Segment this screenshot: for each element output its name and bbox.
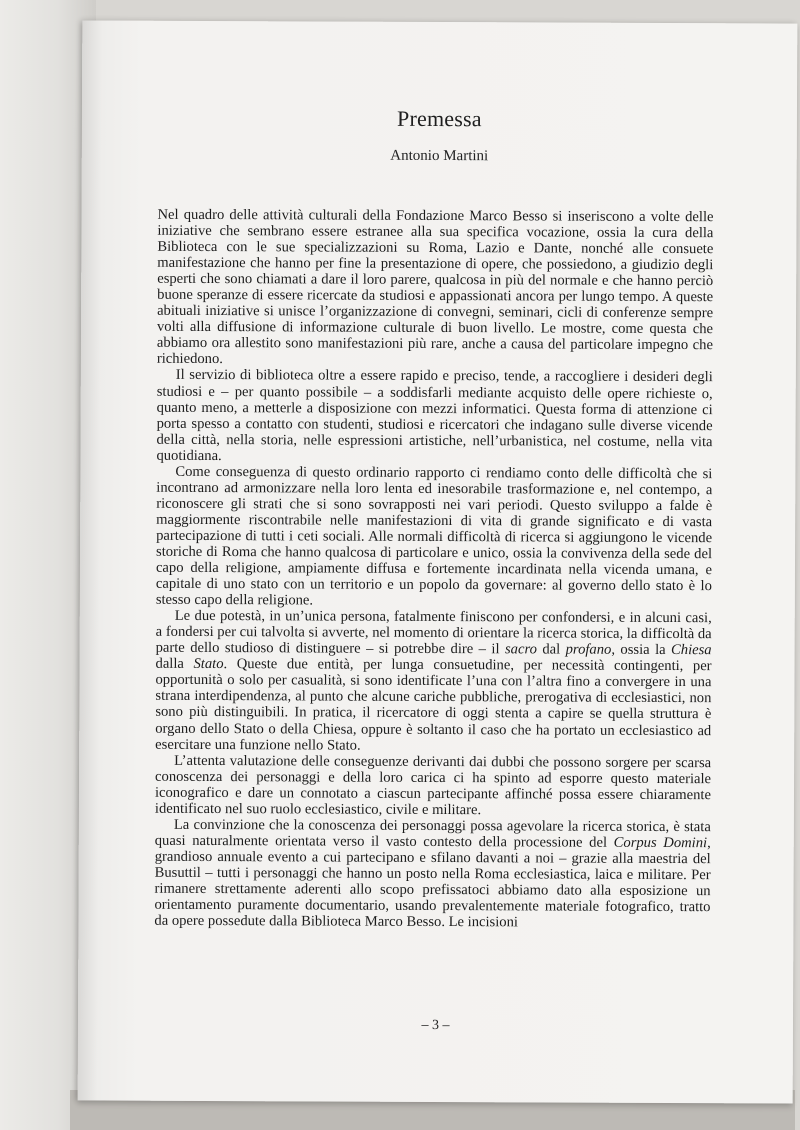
page-title: Premessa	[397, 105, 482, 132]
document-page	[78, 20, 798, 1103]
italic-text: Stato	[193, 656, 224, 673]
paragraph	[156, 464, 713, 611]
text-run: , ossia la	[611, 642, 672, 659]
paragraph	[155, 752, 711, 819]
text-run: L’attenta valutazione delle conseguenze derivanti dai dubbi che possono sorgere per scarsa conoscenza dei personaggi e della loro carica ci ha spinto ad esporre questo materiale iconografico e dare un connotato a ciascun partecipante affinché possa essere chiaramente identificato nel suo ruolo ecclesiastico, civile e militare.	[154, 752, 712, 818]
text-run: Come conseguenza di questo ordinario rapporto ci rendiamo conto delle difficoltà che si incontrano ad armonizzare nella loro lenta ed inesorabile trasformazione e, nel contempo, a riconoscere gli strati che si sono sovrapposti nei vari periodi. Questo sviluppo a falde è maggiormente riscontrabile nelle manifestazioni di vita di grande significato e di vasta partecipazione di tutti i ceti sociali. Alle normali difficoltà di ricerca si aggiungono le vicende storiche di Roma che hanno qualcosa di particolare e unico, ossia la convivenza della sede del capo della religione, ampiamente diffusa e fortemente incardinata nella vicenda umana, e capitale di uno stato con un territorio e un popolo da governare: al governo dello stato è lo stesso capo della religione.	[155, 463, 713, 609]
page-number: – 3 –	[421, 1017, 450, 1034]
paragraph	[155, 608, 712, 755]
paragraph	[154, 817, 710, 932]
text-run: Il servizio di biblioteca oltre a essere rapido e preciso, tende, a raccogliere i desideri degli studiosi e – per quanto possibile – a soddisfarli mediante acquisto delle opere richieste o, quanto meno, a metterle a disposizione con mezzi informatici. Questa forma di attenzione ci porta spesso a contatto con studenti, studiosi e ricercatori che indagano sulle diverse vicende della città, nella storia, nelle espressioni artistiche, nell’urbanistica, nel costume, nella vita quotidiana.	[156, 367, 713, 464]
text-run: dalla	[155, 656, 194, 673]
italic-text: sacro	[504, 641, 537, 658]
italic-text: profano	[565, 641, 612, 659]
text-run: , grandioso annuale evento a cui partecipano e sfilano davanti a noi – grazie alla maestria del Busuttil – tutti i personaggi che hanno un posto nella Roma ecclesiastica, laica e militare. Per rimanere strettamente aderenti allo scopo prefissatoci abbiamo dato alla esposizione un orientamento puramente documentario, usando prevalentemente materiale fotografico, tratto da opere possedute dalla Biblioteca Marco Besso. Le incisioni	[154, 835, 711, 931]
author-name: Antonio Martini	[390, 147, 489, 165]
text-run: Nel quadro delle attività culturali della Fondazione Marco Besso si inseriscono a volte delle iniziative che sembrano essere estranee alla sua specifica vocazione, ossia la cura della Biblioteca con le sue specializzazioni su Roma, Lazio e Dante, nonché alle consuete manifestazione che hanno per fine la presentazione di opere, che possiedono, a giudizio degli esperti che sono chiamati a dare il loro parere, qualcosa in più del normale e che hanno perciò buone speranze di essere ricercate da studiosi e appassionati ancora per lungo tempo. A queste abituali iniziative si unisce l’organizzazione di convegni, seminari, cicli di conferenze sempre volti alla diffusione di informazione culturale di buon livello. Le mostre, come questa che abbiamo ora allestito sono manifestazioni più rare, anche a causa del particolare impegno che richiedono.	[156, 206, 714, 368]
body-text	[154, 207, 713, 932]
italic-text: Corpus Domini	[613, 834, 708, 852]
text-run: La convinzione che la conoscenza dei personaggi possa agevolare la ricerca storica, è stata quasi naturalmente orientata verso il vasto contesto della processione del	[154, 816, 711, 851]
text-run: . Queste due entità, per lunga consuetudine, per necessità contingenti, per opportunità o solo per casualità, si sono identificate l’una con l’altra fino a convergere in una strana interdipendenza, al punto che alcune cariche pubbliche, prerogativa di ecclesiastici, non sono più distinguibili. In pratica, il ricercatore di oggi stenta a capire se quella struttura è organo dello Stato o della Chiesa, oppure è soltanto il caso che ha portato un ecclesiastico ad esercitare una funzione nello Stato.	[155, 656, 712, 754]
paragraph	[157, 207, 714, 370]
italic-text: Chiesa	[671, 642, 712, 659]
text-run: Le due potestà, in un’unica persona, fatalmente finiscono per confondersi, e in alcuni casi, a fondersi per cui talvolta si avverte, nel momento di orientare la ricerca storica, la difficoltà da parte dello studioso di distinguere – si potrebbe dire – il	[155, 608, 712, 658]
paragraph	[156, 367, 712, 466]
text-run: dal	[536, 641, 566, 658]
